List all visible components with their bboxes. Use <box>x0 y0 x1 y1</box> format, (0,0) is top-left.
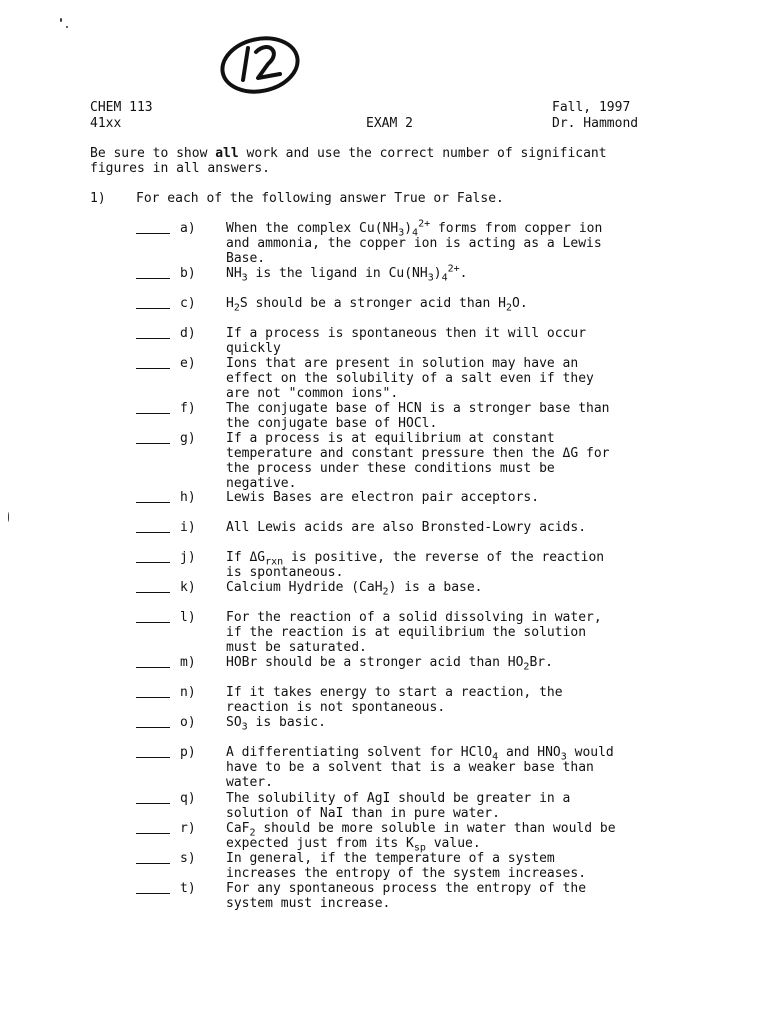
item-letter: o) <box>180 715 196 730</box>
instructor: Dr. Hammond <box>552 116 639 131</box>
statement-line: $H_2S$ should be a stronger acid than $H_2O$. <box>226 296 528 314</box>
statement-line: are not "common ions". <box>226 386 399 401</box>
answer-blank[interactable] <box>136 685 170 698</box>
answer-blank[interactable] <box>136 821 170 834</box>
answer-blank[interactable] <box>136 610 170 623</box>
statement-line: negative. <box>226 476 297 491</box>
item-statement <box>226 218 696 266</box>
answer-blank[interactable] <box>136 520 170 533</box>
section-number: 41xx <box>90 116 122 131</box>
statement-line: For any spontaneous process the entropy of the <box>226 881 587 896</box>
item-letter: m) <box>180 655 196 670</box>
statement-line: expected just from its $K_{sp}$ value. <box>226 836 481 854</box>
instructions-line-2: figures in all answers. <box>90 161 271 176</box>
statement-line: have to be a solvent that is a weaker base than <box>226 760 594 775</box>
item-statement <box>226 326 696 356</box>
item-letter: c) <box>180 296 196 311</box>
item-letter: l) <box>180 610 196 625</box>
item-statement <box>226 745 696 790</box>
scan-speck <box>66 26 68 28</box>
statement-line: is spontaneous. <box>226 565 344 580</box>
answer-blank[interactable] <box>136 791 170 804</box>
statement-line: Lewis Bases are electron pair acceptors. <box>226 490 540 505</box>
statement-line: For the reaction of a solid dissolving in water, <box>226 610 602 625</box>
item-letter: i) <box>180 520 196 535</box>
statement-line: If it takes energy to start a reaction, the <box>226 685 563 700</box>
item-letter: f) <box>180 401 196 416</box>
statement-line: $NH_3$ is the ligand in $Cu(NH_3)_4^{2+}$. <box>226 263 468 284</box>
item-statement <box>226 431 696 491</box>
statement-line: Calcium Hydride (CaH$_2$) is a base. <box>226 580 483 598</box>
statement-line: the conjugate base of HOCl. <box>226 416 438 431</box>
exam-title: EXAM 2 <box>366 116 413 131</box>
statement-line: If a process is at equilibrium at constant <box>226 431 555 446</box>
item-statement <box>226 881 696 911</box>
item-letter: r) <box>180 821 196 836</box>
statement-line: and ammonia, the copper ion is acting as a Lewis <box>226 236 602 251</box>
item-statement <box>226 263 696 284</box>
item-letter: p) <box>180 745 196 760</box>
statement-line: HOBr should be a stronger acid than $HO_2Br$. <box>226 655 553 673</box>
answer-blank[interactable] <box>136 655 170 668</box>
statement-line: If a process is spontaneous then it will occur <box>226 326 587 341</box>
item-letter: q) <box>180 791 196 806</box>
statement-line: In general, if the temperature of a system <box>226 851 555 866</box>
answer-blank[interactable] <box>136 431 170 444</box>
instructions-emphasis: all <box>215 146 239 161</box>
answer-blank[interactable] <box>136 881 170 894</box>
item-statement <box>226 715 696 733</box>
handwritten-score-mark <box>210 30 310 100</box>
answer-blank[interactable] <box>136 221 170 234</box>
item-letter: t) <box>180 881 196 896</box>
instructions-line-1 <box>90 146 607 161</box>
scan-speck <box>60 18 62 22</box>
question-prompt: For each of the following answer True or False. <box>136 191 504 206</box>
item-statement <box>226 685 696 715</box>
item-statement <box>226 296 696 314</box>
item-statement <box>226 791 696 821</box>
item-letter: j) <box>180 550 196 565</box>
statement-line: the process under these conditions must be <box>226 461 555 476</box>
answer-blank[interactable] <box>136 550 170 563</box>
answer-blank[interactable] <box>136 851 170 864</box>
answer-blank[interactable] <box>136 580 170 593</box>
item-statement <box>226 821 696 854</box>
item-statement <box>226 580 696 598</box>
statement-line: $SO_3$ is basic. <box>226 715 326 733</box>
statement-line: temperature and constant pressure then the ΔG for <box>226 446 610 461</box>
item-statement <box>226 401 696 431</box>
item-statement <box>226 520 696 535</box>
statement-line: If $\Delta G_{rxn}$ is positive, the reverse of the reaction <box>226 550 605 568</box>
statement-line: if the reaction is at equilibrium the solution <box>226 625 587 640</box>
item-letter: d) <box>180 326 196 341</box>
statement-line: A differentiating solvent for HClO$_4$ and $HNO_3$ would <box>226 745 614 763</box>
answer-blank[interactable] <box>136 715 170 728</box>
instructions-post: work and use the correct number of significant <box>238 146 607 161</box>
statement-line: CaF$_2$ should be more soluble in water than would be <box>226 821 616 839</box>
item-letter: n) <box>180 685 196 700</box>
item-letter: s) <box>180 851 196 866</box>
statement-line: water. <box>226 775 273 790</box>
statement-line: solution of NaI than in pure water. <box>226 806 500 821</box>
answer-blank[interactable] <box>136 745 170 758</box>
statement-line: Ions that are present in solution may have an <box>226 356 579 371</box>
course-title: CHEM 113 <box>90 100 153 115</box>
item-statement <box>226 655 696 673</box>
item-letter: g) <box>180 431 196 446</box>
statement-line: must be saturated. <box>226 640 367 655</box>
item-letter: b) <box>180 266 196 281</box>
statement-line: All Lewis acids are also Bronsted-Lowry acids. <box>226 520 587 535</box>
statement-line: The solubility of AgI should be greater in a <box>226 791 571 806</box>
statement-line: The conjugate base of HCN is a stronger base than <box>226 401 610 416</box>
statement-line: When the complex $Cu(NH_3)_4^{2+}$ forms from copper ion <box>226 218 603 239</box>
statement-line: reaction is not spontaneous. <box>226 700 446 715</box>
answer-blank[interactable] <box>136 490 170 503</box>
item-statement <box>226 490 696 505</box>
item-letter: h) <box>180 490 196 505</box>
statement-line: effect on the solubility of a salt even if they <box>226 371 594 386</box>
statement-line: Base. <box>226 251 266 266</box>
scan-speck <box>8 512 9 522</box>
item-letter: e) <box>180 356 196 371</box>
question-number: 1) <box>90 191 106 206</box>
item-statement <box>226 851 696 881</box>
answer-blank[interactable] <box>136 266 170 279</box>
answer-blank[interactable] <box>136 356 170 369</box>
statement-line: quickly <box>226 341 281 356</box>
item-statement <box>226 610 696 655</box>
answer-blank[interactable] <box>136 296 170 309</box>
term: Fall, 1997 <box>552 100 631 115</box>
item-letter: a) <box>180 221 196 236</box>
instructions-pre: Be sure to show <box>90 146 216 161</box>
item-statement <box>226 550 696 580</box>
answer-blank[interactable] <box>136 326 170 339</box>
statement-line: system must increase. <box>226 896 391 911</box>
answer-blank[interactable] <box>136 401 170 414</box>
item-statement <box>226 356 696 401</box>
item-letter: k) <box>180 580 196 595</box>
statement-line: increases the entropy of the system increases. <box>226 866 587 881</box>
